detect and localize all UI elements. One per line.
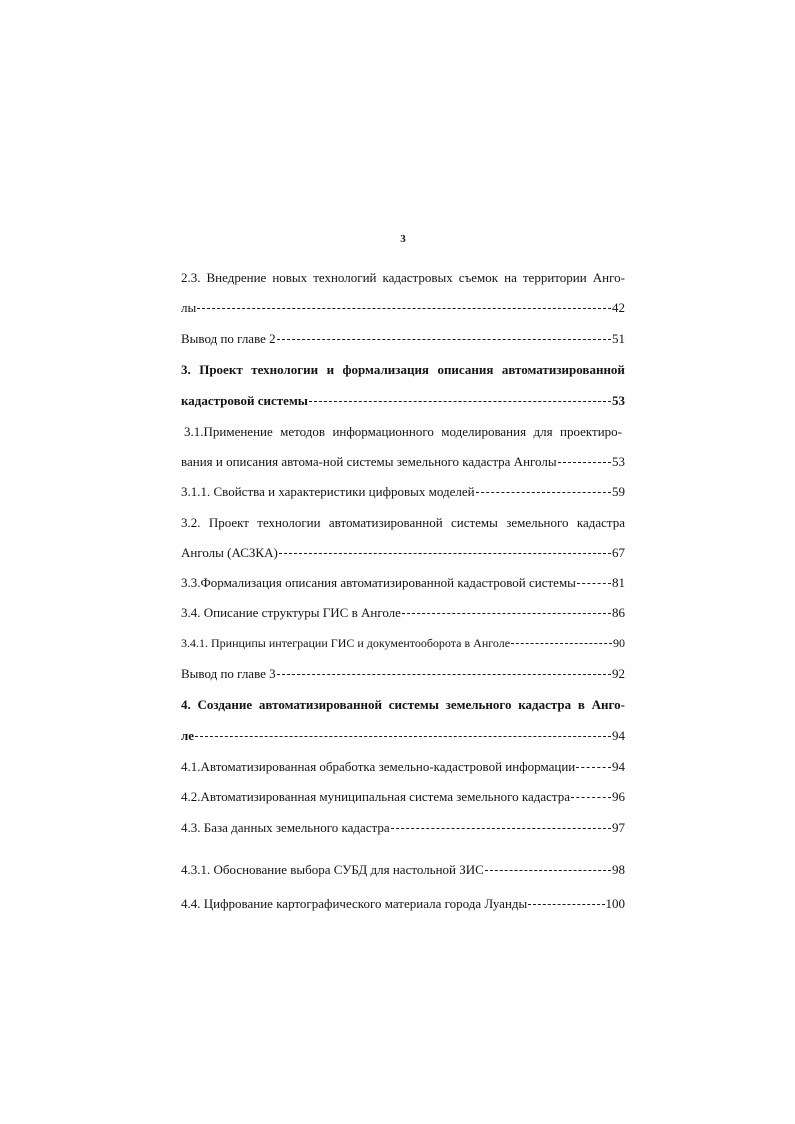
leader-dots [571,797,611,798]
leader-dots [558,462,611,463]
leader-dots [277,674,611,675]
toc-entry-conclusion-2: Вывод по главе 2 51 [181,331,625,346]
toc-entry-4-1: 4.1.Автоматизированная обработка земельно-кадастровой информации 94 [181,759,625,774]
leader-dots [197,308,611,309]
toc-entry-4-3: 4.3. База данных земельного кадастра 97 [181,820,625,835]
toc-page-number: 51 [612,331,625,346]
leader-dots [577,583,611,584]
leader-dots [576,767,611,768]
toc-entry-4-2: 4.2.Автоматизированная муниципальная система земельного кадастра 96 [181,789,625,804]
toc-entry-3-1-line1: 3.1.Применение методов информационного моделирования для проектиро- [184,424,622,439]
toc-entry-2-3-line1: 2.3. Внедрение новых технологий кадастровых съемок на территории Анго- [181,270,625,285]
page-number: 3 [400,233,406,245]
toc-entry-4-3-1: 4.3.1. Обоснование выбора СУБД для настольной ЗИС 98 [181,862,625,877]
toc-entry-3-3: 3.3.Формализация описания автоматизированной кадастровой системы 81 [181,575,625,590]
toc-page-number: 90 [613,636,625,650]
toc-entry-3-4: 3.4. Описание структуры ГИС в Анголе 86 [181,605,625,620]
toc-entry-conclusion-3: Вывод по главе 3 92 [181,666,625,681]
toc-page-number: 97 [612,820,625,835]
toc-page-number: 94 [612,759,625,774]
toc-entry-chapter-4-line2: ле 94 [181,728,625,743]
toc-entry-3-2-line2: Анголы (АСЗКА) 67 [181,545,625,560]
toc-page-number: 59 [612,484,625,499]
toc-page-number: 53 [612,454,625,469]
leader-dots [485,870,611,871]
toc-page-number: 81 [612,575,625,590]
leader-dots [391,828,611,829]
toc-page-number: 86 [612,605,625,620]
toc-entry-3-1-1: 3.1.1. Свойства и характеристики цифровых моделей 59 [181,484,625,499]
toc-page-number: 98 [612,862,625,877]
leader-dots [511,643,612,644]
toc-entry-3-2-line1: 3.2. Проект технологии автоматизированной системы земельного кадастра [181,515,625,530]
leader-dots [279,553,611,554]
toc-page-number: 100 [605,896,625,911]
toc-page-number: 96 [612,789,625,804]
toc-page-number: 53 [612,393,625,408]
toc-entry-chapter-3-line1: 3. Проект технологии и формализация описания автоматизированной [181,362,625,377]
leader-dots [195,736,611,737]
toc-page-number: 94 [612,728,625,743]
toc-page-number: 92 [612,666,625,681]
toc-page-number: 42 [612,300,625,315]
toc-entry-chapter-3-line2: кадастровой системы 53 [181,393,625,408]
toc-entry-4-4: 4.4. Цифрование картографического материала города Луанды 100 [181,896,625,911]
toc-entry-3-1-line2: вания и описания автома-ной системы земельного кадастра Анголы 53 [181,454,625,469]
toc-page-number: 67 [612,545,625,560]
leader-dots [476,492,611,493]
leader-dots [528,904,604,905]
toc-entry-2-3-line2: лы 42 [181,300,625,315]
leader-dots [277,339,611,340]
leader-dots [309,401,611,402]
toc-entry-chapter-4-line1: 4. Создание автоматизированной системы земельного кадастра в Анго- [181,697,625,712]
leader-dots [402,613,611,614]
toc-entry-3-4-1: 3.4.1. Принципы интеграции ГИС и документооборота в Анголе 90 [181,636,625,650]
